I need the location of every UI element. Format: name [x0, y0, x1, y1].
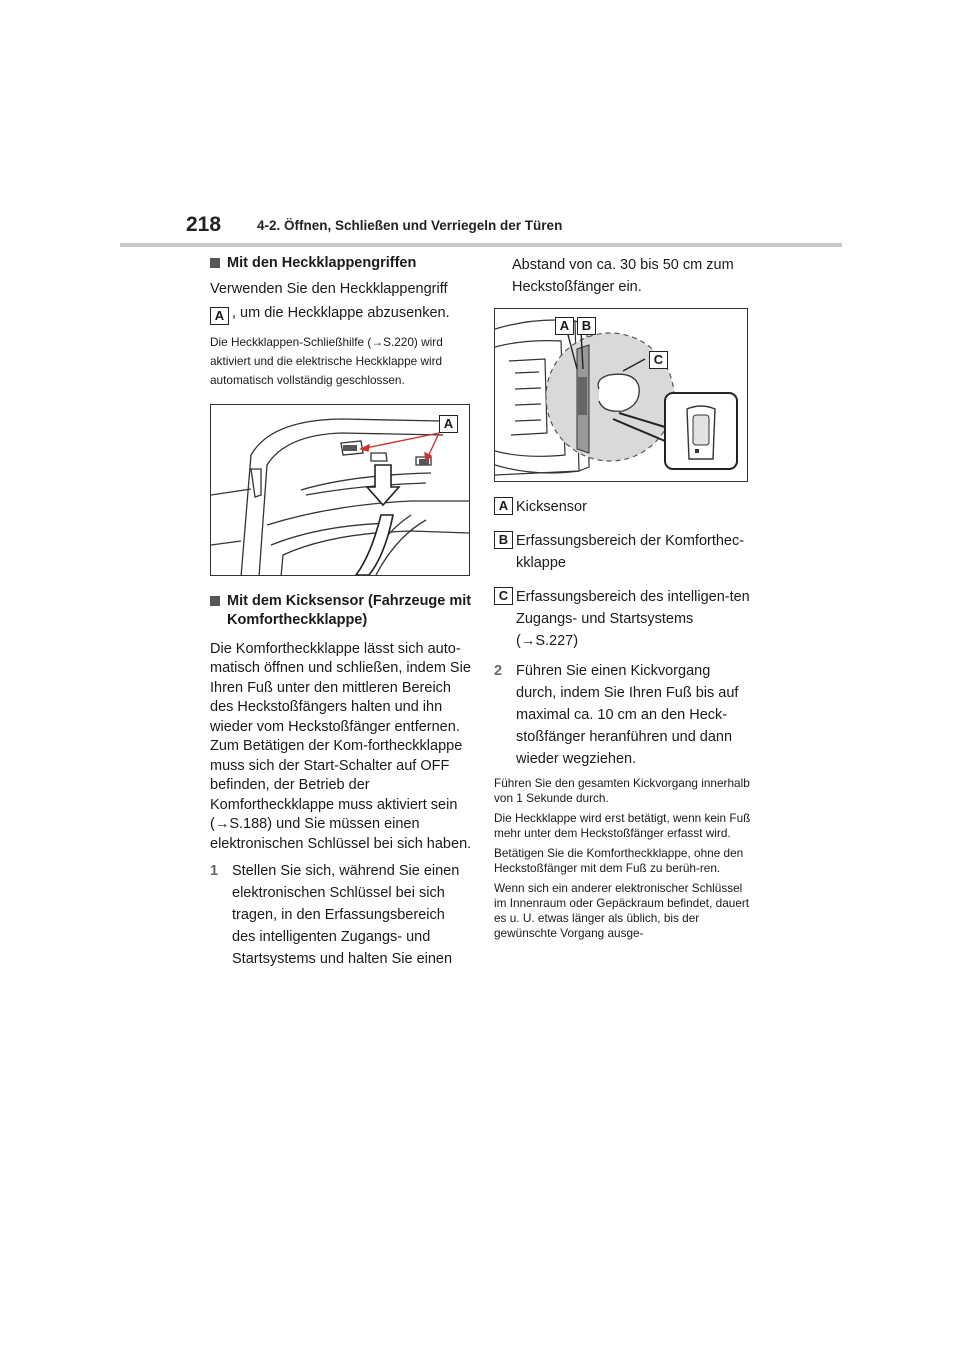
bullet-square-icon: [210, 596, 220, 606]
section-heading-kick-sensor: Mit dem Kicksensor (Fahrzeuge mit Komfortheckklappe): [210, 592, 472, 630]
header-rule: [120, 243, 842, 247]
note: Führen Sie den gesamten Kickvorgang innerhalb von 1 Sekunde durch.: [494, 776, 750, 805]
handles-text: Verwenden Sie den Heckklappengriff A , um die Heckklappe abzusenken.: [210, 281, 450, 323]
key-label: A: [210, 307, 229, 325]
figure-legend: [494, 496, 752, 652]
step-number: 1: [210, 863, 219, 879]
kick-sensor-text: Die Komfortheckklappe lässt sich auto-matisch öffnen und schließen, indem Sie Ihren Fuß unter den mittleren Bereich des Heckstoßfängers halten und ihn wieder vom Heckstoßfänger entfernen. Zum Betätigen der Kom-fortheckklappe muss sich der Start-Schalter auf OFF befinden, der Betrieb der Komfortheckklappe muss aktiviert sein (→S.188) und Sie müssen einen elektronischen Schlüssel bei sich haben.: [210, 640, 472, 852]
left-column: [210, 254, 472, 970]
step-number: 2: [494, 663, 503, 679]
note: Die Heckklappe wird erst betätigt, wenn kein Fuß mehr unter dem Heckstoßfänger erfasst wird.: [494, 811, 751, 840]
note: Wenn sich ein anderer elektronischer Schlüssel im Innenraum oder Gepäckraum befindet, dauert es u. U. etwas länger als üblich, bis der gewünschte Vorgang ausge-: [494, 881, 750, 940]
step-1: [210, 860, 472, 970]
tailgate-figure: [210, 404, 470, 576]
step-2: [494, 660, 752, 770]
step-text: Stellen Sie sich, während Sie einen elektronischen Schlüssel bei sich tragen, in den Erfassungsbereich des intelligenten Zugangs- und Startsystems und halten Sie einen: [232, 863, 460, 967]
kick-notes: [494, 776, 752, 941]
note: Betätigen Sie die Komfortheckklappe, ohne den Heckstoßfänger mit dem Fuß zu berüh-ren.: [494, 846, 744, 875]
legend-text: Erfassungsbereich des intelligen-ten Zugangs- und Startsystems (→S.227): [516, 589, 750, 649]
legend-key: B: [494, 531, 513, 549]
step-text: Führen Sie einen Kickvorgang durch, indem Sie Ihren Fuß bis auf maximal ca. 10 cm an den Heck-stoßfänger heranführen und dann wieder wegziehen.: [516, 663, 739, 767]
handles-note: Die Heckklappen-Schließhilfe (→S.220) wird aktiviert und die elektrische Heckklappe wird automatisch vollständig geschlossen.: [210, 334, 443, 387]
section-heading-handles: Mit den Heckklappengriffen: [210, 254, 472, 273]
legend-item-b: [494, 530, 752, 574]
legend-item-c: [494, 586, 752, 652]
step-1-continued: Abstand von ca. 30 bis 50 cm zum Heckstoßfänger ein.: [512, 257, 734, 295]
figure-key-b: B: [577, 317, 596, 335]
legend-key: A: [494, 497, 513, 515]
tailgate-illustration: [211, 405, 470, 576]
right-column: [494, 254, 752, 941]
bullet-square-icon: [210, 258, 220, 268]
kick-sensor-illustration: [495, 309, 748, 482]
legend-key: C: [494, 587, 513, 605]
chapter-title: 4-2. Öffnen, Schließen und Verriegeln der Türen: [257, 218, 563, 233]
figure-key-a: A: [555, 317, 574, 335]
kick-sensor-figure: [494, 308, 748, 482]
legend-text: Kicksensor: [516, 499, 587, 515]
legend-text: Erfassungsbereich der Komforthec-kklappe: [516, 533, 745, 571]
figure-key-c: C: [649, 351, 668, 369]
figure-key-a: A: [439, 415, 458, 433]
legend-item-a: [494, 496, 752, 518]
page-number: 218: [186, 213, 222, 236]
